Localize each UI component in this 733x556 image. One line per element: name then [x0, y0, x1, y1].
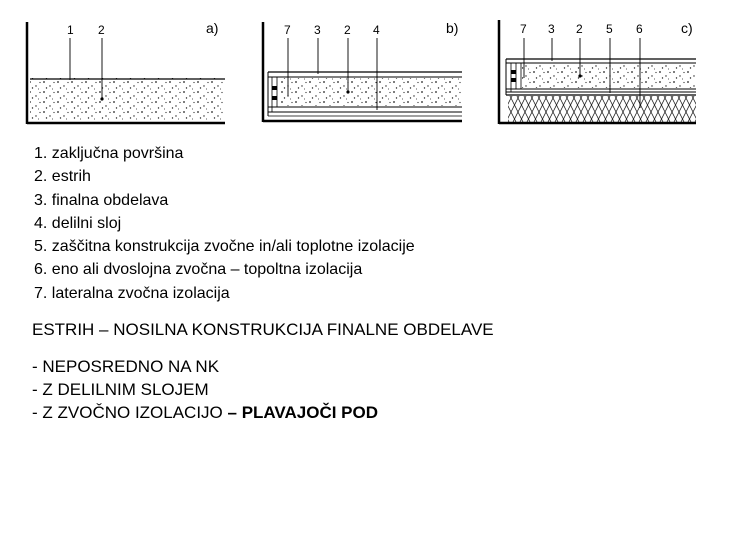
callout-label: 3	[314, 23, 321, 37]
diagram-a	[27, 20, 225, 124]
diagram-c	[499, 20, 696, 124]
callout-label: 6	[636, 22, 643, 36]
callout-label: 7	[284, 23, 291, 37]
legend-item: 2. estrih	[34, 168, 91, 186]
legend-item: 5. zaščitna konstrukcija zvočne in/ali toplotne izolacije	[34, 238, 415, 256]
callout-label: 7	[520, 22, 527, 36]
type-item	[32, 355, 378, 378]
type-item	[32, 401, 378, 424]
screed-layer	[30, 78, 225, 120]
callout-label: 1	[67, 23, 74, 37]
diagram-b	[263, 20, 462, 122]
callout-label: 2	[98, 23, 105, 37]
callout-label: 2	[576, 22, 583, 36]
diagram-tag: a)	[206, 20, 219, 36]
callout-label: 3	[548, 22, 555, 36]
callout-label: 2	[344, 23, 351, 37]
diagram-tag: b)	[446, 20, 459, 36]
floor-section-diagrams	[0, 0, 733, 135]
type-text: - Z ZVOČNO IZOLACIJO	[32, 403, 228, 422]
callout-label: 5	[606, 22, 613, 36]
type-text: - Z DELILNIM SLOJEM	[32, 380, 209, 399]
legend-item: 6. eno ali dvoslojna zvočna – topoltna izolacija	[34, 261, 363, 279]
legend-item: 7. lateralna zvočna izolacija	[34, 284, 230, 302]
floating-floor-emphasis: – PLAVAJOČI POD	[227, 403, 379, 422]
callout-label: 4	[373, 23, 380, 37]
legend-item: 4. delilni sloj	[34, 214, 122, 232]
legend-item: 3. finalna obdelava	[34, 191, 169, 209]
screed-layer	[280, 78, 462, 106]
layer-legend	[34, 142, 415, 305]
type-text: - NEPOSREDNO NA NK	[32, 357, 220, 376]
type-item	[32, 378, 378, 401]
insulation-layer	[508, 96, 696, 122]
diagram-tag: c)	[681, 20, 693, 36]
screed-layer	[522, 64, 696, 88]
screed-types-list	[32, 355, 378, 424]
section-heading: ESTRIH – NOSILNA KONSTRUKCIJA FINALNE OBDELAVE	[32, 320, 494, 339]
legend-item: 1. zaključna površina	[34, 145, 184, 162]
